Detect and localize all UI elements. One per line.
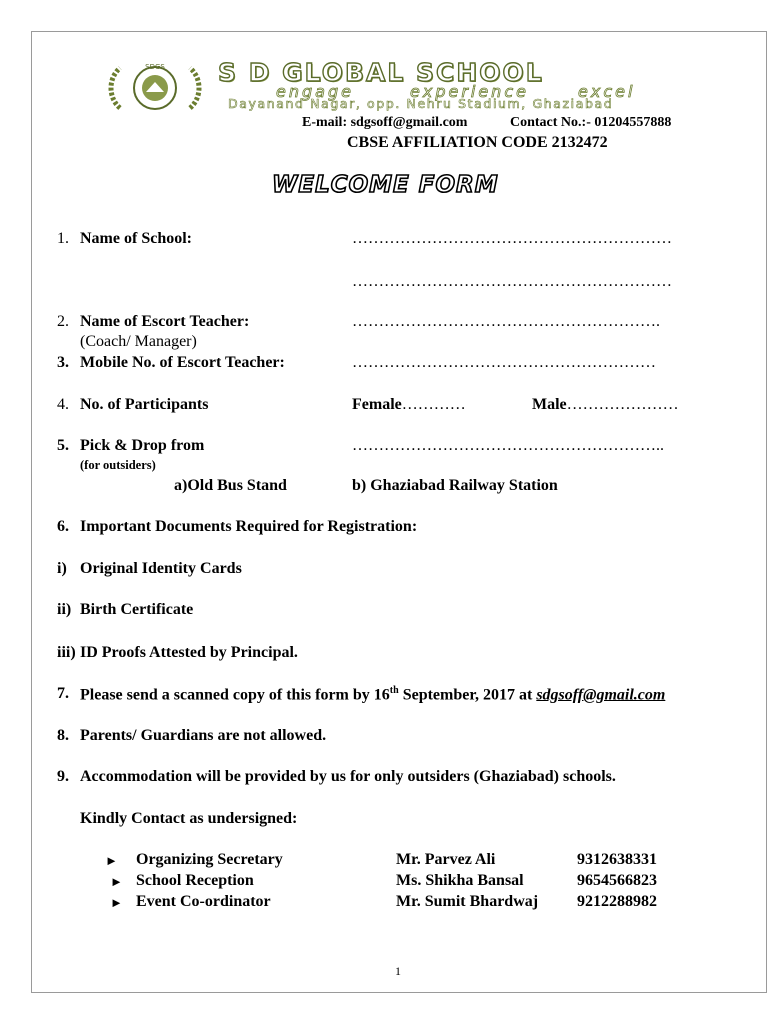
school-name-field-1[interactable]: …………………………………………………… <box>352 230 672 247</box>
school-logo <box>106 58 204 114</box>
parents-note: Parents/ Guardians are not allowed. <box>80 727 327 744</box>
logo-text: SDGS <box>145 63 165 71</box>
escort-teacher-sublabel: (Coach/ Manager) <box>80 333 197 350</box>
doc-item: Birth Certificate <box>80 601 194 618</box>
item-number: 8. <box>57 727 69 744</box>
arrow-bullet-icon: ► <box>105 853 118 868</box>
male-count <box>532 396 679 414</box>
item-number: 2. <box>57 313 69 330</box>
school-name-field-2[interactable]: …………………………………………………… <box>352 273 672 290</box>
female-field[interactable]: ………… <box>401 396 466 413</box>
page-number: 1 <box>395 964 401 978</box>
email-line: E-mail: sdgsoff@gmail.com <box>302 115 468 130</box>
male-label: Male <box>532 396 567 413</box>
contact-phone: 9212288982 <box>577 893 657 910</box>
accommodation-note: Accommodation will be provided by us for only outsiders (Ghaziabad) schools. <box>80 768 616 785</box>
pickup-field[interactable]: ………………………………………………….. <box>352 437 664 454</box>
contact-name: Mr. Sumit Bhardwaj <box>396 893 539 910</box>
item-number: 7. <box>57 685 69 702</box>
documents-heading: Important Documents Required for Registration: <box>80 518 418 535</box>
female-count <box>352 396 466 414</box>
contact-role: Organizing Secretary <box>136 851 283 868</box>
school-address: Dayanand Nagar, opp. Nehru Stadium, Ghaziabad <box>228 96 614 111</box>
send-prefix: Please send a scanned copy of this form by 16 <box>80 686 390 704</box>
affiliation-code: CBSE AFFILIATION CODE 2132472 <box>347 134 608 151</box>
doc-number: iii) <box>57 644 76 661</box>
send-instruction <box>80 685 665 704</box>
mobile-field[interactable]: ………………………………………………… <box>352 354 656 371</box>
pickup-option-bus-stand: a)Old Bus Stand <box>174 477 287 494</box>
email-link[interactable]: sdgsoff@gmail.com <box>536 686 666 704</box>
send-sup: th <box>389 685 399 696</box>
arrow-bullet-icon: ► <box>110 895 123 910</box>
pickup-label: Pick & Drop from <box>80 437 205 454</box>
male-field[interactable]: ………………… <box>566 396 679 413</box>
item-number: 4. <box>57 396 69 413</box>
item-number: 6. <box>57 518 69 535</box>
escort-teacher-field[interactable]: …………………………………………………. <box>352 313 660 330</box>
female-label: Female <box>352 396 402 413</box>
item-number: 5. <box>57 437 69 454</box>
item-number: 3. <box>57 354 69 371</box>
pickup-option-railway: b) Ghaziabad Railway Station <box>352 477 558 494</box>
contact-name: Ms. Shikha Bansal <box>396 872 524 889</box>
contact-intro: Kindly Contact as undersigned: <box>80 810 298 827</box>
form-title: WELCOME FORM <box>272 172 499 198</box>
school-name: S D GLOBAL SCHOOL <box>218 58 544 87</box>
contact-phone: 9654566823 <box>577 872 657 889</box>
contact-role: School Reception <box>136 872 254 889</box>
pickup-note: (for outsiders) <box>80 458 156 472</box>
item-number: 1. <box>57 230 69 247</box>
tagline-engage: engage <box>276 82 354 101</box>
tagline-excel: excel <box>578 82 636 101</box>
participants-label: No. of Participants <box>80 396 209 413</box>
mobile-label: Mobile No. of Escort Teacher: <box>80 354 285 371</box>
doc-number: ii) <box>57 601 72 618</box>
arrow-bullet-icon: ► <box>110 874 123 889</box>
send-middle: September, 2017 at <box>398 686 537 704</box>
doc-number: i) <box>57 560 67 577</box>
school-name-label: Name of School: <box>80 230 192 247</box>
escort-teacher-label: Name of Escort Teacher: <box>80 313 250 330</box>
tagline-experience: experience <box>410 82 529 101</box>
doc-item: ID Proofs Attested by Principal. <box>80 644 298 661</box>
contact-role: Event Co-ordinator <box>136 893 271 910</box>
item-number: 9. <box>57 768 69 785</box>
contact-name: Mr. Parvez Ali <box>396 851 496 868</box>
doc-item: Original Identity Cards <box>80 560 242 577</box>
contact-number: Contact No.:- 01204557888 <box>510 115 672 130</box>
contact-phone: 9312638331 <box>577 851 657 868</box>
